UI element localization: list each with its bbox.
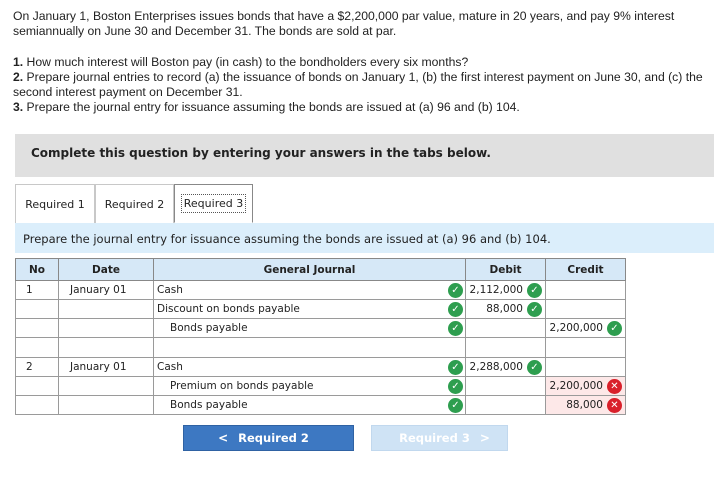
problem-intro: On January 1, Boston Enterprises issues bonds that have a $2,200,000 par value, mature in 20 years, and pay 9% interest semiannually on June 30 and December 31. The bonds are sold at par. (13, 9, 675, 38)
credit-cell[interactable] (546, 358, 626, 377)
entry-number-cell (16, 338, 59, 358)
credit-cell[interactable] (546, 396, 626, 415)
journal-row (16, 377, 626, 396)
journal-table (15, 258, 626, 415)
check-circle-icon: ✓ (527, 360, 542, 375)
x-circle-icon: ✕ (607, 398, 622, 413)
chevron-right-icon: > (479, 431, 490, 445)
credit-cell-value: 2,200,000 (549, 322, 603, 334)
entry-number-cell (16, 319, 59, 338)
header-date: Date (59, 259, 154, 281)
date-cell[interactable] (59, 281, 154, 300)
date-cell[interactable] (59, 319, 154, 338)
account-cell[interactable] (154, 319, 466, 338)
check-circle-icon: ✓ (527, 283, 542, 298)
date-cell[interactable] (59, 338, 154, 358)
tab-label: Required 2 (104, 197, 165, 211)
credit-cell[interactable] (546, 338, 626, 358)
date-cell[interactable] (59, 396, 154, 415)
next-tab-label: Required 3 (399, 431, 470, 445)
question-text: How much interest will Boston pay (in cash) to the bondholders every six months? (23, 55, 469, 69)
x-circle-icon: ✕ (607, 379, 622, 394)
date-cell-value: January 01 (70, 361, 127, 373)
credit-cell[interactable] (546, 300, 626, 319)
previous-tab-label: Required 2 (238, 431, 309, 445)
debit-cell[interactable] (466, 358, 546, 377)
debit-cell-value: 2,288,000 (469, 361, 523, 373)
journal-row (16, 338, 626, 358)
debit-cell[interactable] (466, 319, 546, 338)
account-cell-value: Bonds payable (170, 399, 248, 411)
journal-row (16, 396, 626, 415)
date-cell[interactable] (59, 300, 154, 319)
header-credit: Credit (546, 259, 626, 281)
question-1 (13, 55, 713, 70)
check-circle-icon: ✓ (448, 398, 463, 413)
account-cell-value: Cash (157, 361, 183, 373)
debit-cell[interactable] (466, 281, 546, 300)
check-circle-icon: ✓ (448, 321, 463, 336)
entry-number-cell-value: 2 (26, 361, 33, 373)
check-circle-icon: ✓ (448, 283, 463, 298)
tab-instruction-text: Prepare the journal entry for issuance assuming the bonds are issued at (a) 96 and (b) 104. (23, 232, 551, 246)
entry-number-cell-value: 1 (26, 284, 33, 296)
credit-cell-value: 2,200,000 (549, 380, 603, 392)
check-circle-icon: ✓ (448, 379, 463, 394)
credit-cell[interactable] (546, 319, 626, 338)
journal-row (16, 300, 626, 319)
debit-cell[interactable] (466, 396, 546, 415)
instructions-banner (15, 134, 714, 177)
next-tab-button[interactable] (371, 425, 508, 451)
question-number: 2. (13, 70, 24, 84)
journal-row (16, 319, 626, 338)
question-text: Prepare the journal entry for issuance assuming the bonds are issued at (a) 96 and (b) 104. (23, 100, 520, 114)
debit-cell-value: 2,112,000 (469, 284, 523, 296)
debit-cell[interactable] (466, 338, 546, 358)
tab-label: Required 1 (25, 197, 85, 211)
journal-row (16, 281, 626, 300)
question-number: 3. (13, 100, 24, 114)
debit-cell-value: 88,000 (486, 303, 523, 315)
check-circle-icon: ✓ (607, 321, 622, 336)
account-cell[interactable] (154, 300, 466, 319)
entry-number-cell (16, 281, 59, 300)
check-circle-icon: ✓ (527, 302, 542, 317)
check-circle-icon: ✓ (448, 360, 463, 375)
credit-cell[interactable] (546, 281, 626, 300)
tab-required-3[interactable] (174, 184, 253, 223)
question-2 (13, 70, 713, 100)
date-cell-value: January 01 (70, 284, 127, 296)
journal-header-row (16, 259, 626, 281)
account-cell[interactable] (154, 358, 466, 377)
date-cell[interactable] (59, 377, 154, 396)
previous-tab-button[interactable] (183, 425, 354, 451)
journal-row (16, 358, 626, 377)
header-no: No (16, 259, 59, 281)
account-cell[interactable] (154, 377, 466, 396)
account-cell[interactable] (154, 281, 466, 300)
debit-cell[interactable] (466, 377, 546, 396)
chevron-left-icon: < (218, 431, 229, 445)
tab-required-2[interactable] (95, 184, 174, 223)
tab-instruction-bar (15, 223, 714, 253)
entry-number-cell (16, 377, 59, 396)
question-number: 1. (13, 55, 24, 69)
date-cell[interactable] (59, 358, 154, 377)
account-cell-value: Discount on bonds payable (157, 303, 300, 315)
banner-text: Complete this question by entering your answers in the tabs below. (31, 146, 491, 160)
debit-cell[interactable] (466, 300, 546, 319)
account-cell-value: Premium on bonds payable (170, 380, 314, 392)
account-cell-value: Cash (157, 284, 183, 296)
question-3 (13, 100, 713, 115)
credit-cell[interactable] (546, 377, 626, 396)
account-cell[interactable] (154, 396, 466, 415)
question-text: Prepare journal entries to record (a) the issuance of bonds on January 1, (b) the first interest payment on June 30, and (c) the second interest payment on December 31. (13, 70, 703, 99)
check-circle-icon: ✓ (448, 302, 463, 317)
account-cell[interactable] (154, 338, 466, 358)
entry-number-cell (16, 396, 59, 415)
entry-number-cell (16, 300, 59, 319)
tab-label: Required 3 (183, 197, 244, 210)
tab-required-1[interactable] (15, 184, 95, 223)
header-debit: Debit (466, 259, 546, 281)
credit-cell-value: 88,000 (566, 399, 603, 411)
header-general-journal: General Journal (154, 259, 466, 281)
account-cell-value: Bonds payable (170, 322, 248, 334)
entry-number-cell (16, 358, 59, 377)
